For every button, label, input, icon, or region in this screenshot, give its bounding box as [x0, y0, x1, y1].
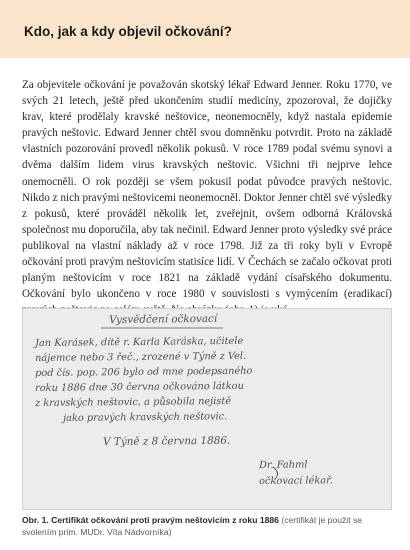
certificate-signature: Dr. Fahml	[259, 459, 308, 471]
certificate-line: Jan Karásek, dítě r. Karla Karáska, učitele	[35, 335, 244, 349]
certificate-line: pod čís. pop. 206 bylo od mne podepsaného	[35, 365, 253, 379]
figure-caption	[22, 514, 394, 538]
certificate-line: nájemce nebo 3 řeč., zrozené v Týně z Vel.	[35, 350, 247, 364]
certificate-place-date: V Týně z 8 června 1886.	[103, 434, 231, 448]
certificate-image	[22, 308, 392, 510]
section-title: Kdo, jak a kdy objevil očkování?	[24, 24, 232, 39]
caption-credit: (certifikát je použit se svolením prim. MUDr. Víta Nádvorníka)	[22, 515, 363, 537]
certificate-line: jako pravých kravských neštovic.	[63, 411, 228, 424]
certificate-signature-role: očkovací lékař.	[259, 475, 333, 487]
body-paragraph: Za objevitele očkování je považován skotský lékař Edward Jenner. Roku 1770, ve svých 21 letech, ještě před ukončením studií medicíny, zpozoroval, že dojičky krav, které prodělaly kravské neštovice, neonemocněly, když nastala epidemie pravých neštovic. Edward Jenner chtěl svou domněnku potvrdit. Proto na základě vlastních pozorování provedl několik pokusů. V roce 1789 podal svému synovi a dvěma dalším lidem virus kravských neštovic. Všichni tři nejprve lehce onemocněli. O rok později se všem pokusil podat původce pravých neštovic. Nikdo z nich pravými neštovicemi neonemocněl. Doktor Jenner chtěl své výsledky z pokusů, které prováděl několik let, zveřejnit, ovšem odborná Královská společnost mu doporučila, aby tak nečinil. Edward Jenner proto výsledky své práce publikoval na vlastní náklady až v roce 1798. Již za tři roky byli v Evropě očkování proti pravým neštovicím statisíce lidí. V Čechách se začalo očkovat proti planým neštovicím v roce 1821 na základě vydání císařského dokumentu. Očkování bylo ukončeno v roce 1980 v souvislosti s vymýcením (eradikací)	[22, 79, 392, 301]
section-header	[0, 0, 410, 58]
certificate-title: Vysvědčení očkovací	[109, 312, 218, 326]
caption-title: Obr. 1. Certifikát očkování proti pravým neštovicím z roku 1886	[22, 515, 279, 525]
certificate-line: z kravských neštovic, a působila nejistě	[35, 395, 232, 409]
certificate-line: roku 1886 dne 30 června očkováno látkou	[35, 380, 244, 394]
